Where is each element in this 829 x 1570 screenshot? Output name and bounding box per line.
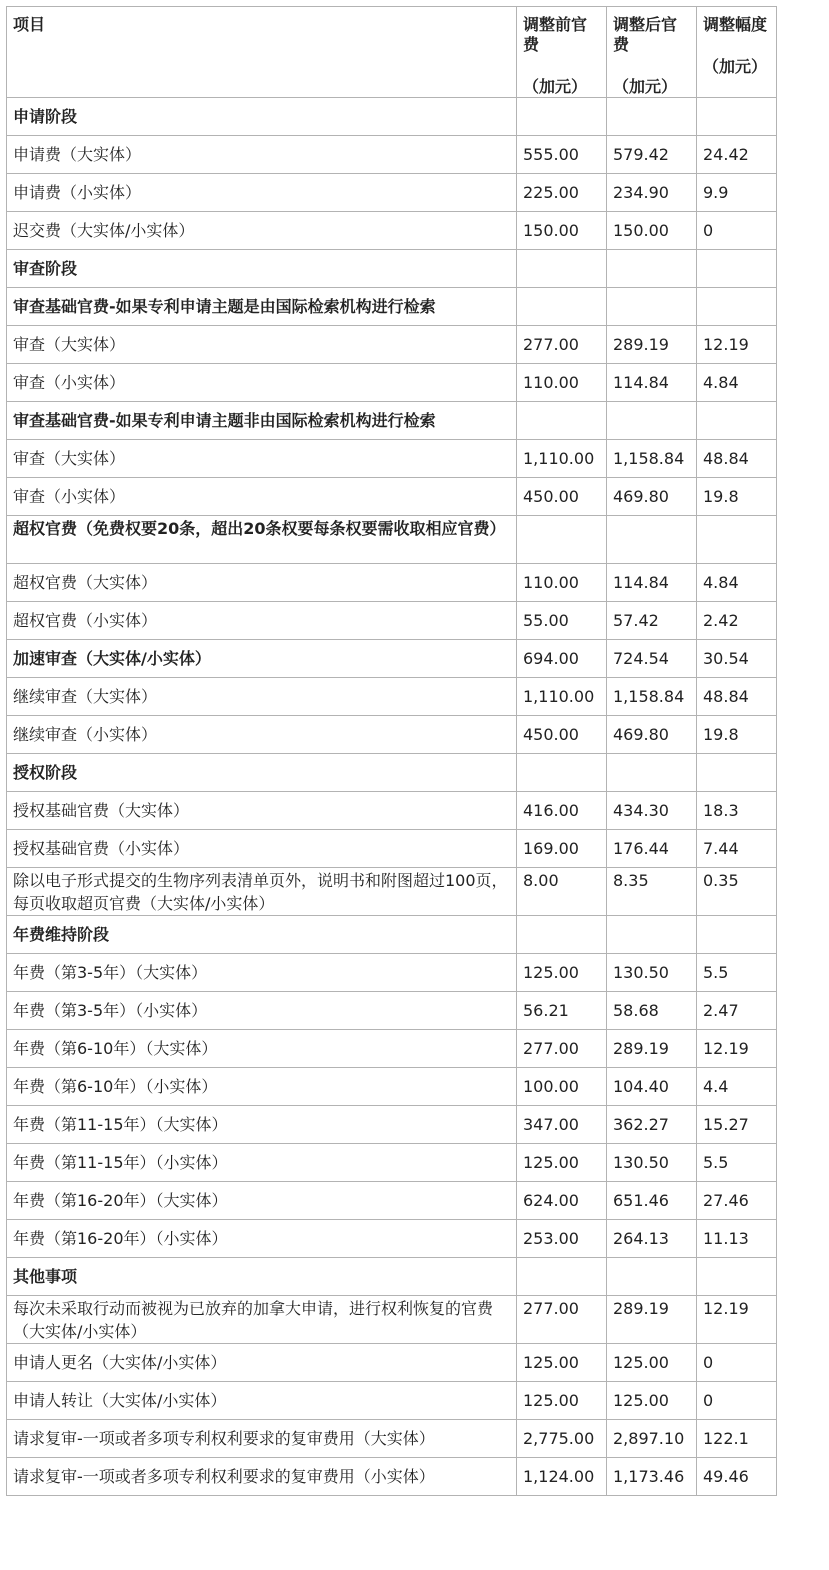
row-label: 继续审查（小实体）	[7, 716, 517, 754]
row-fee-change: 11.13	[697, 1220, 777, 1258]
row-fee-before: 8.00	[517, 868, 607, 916]
section-row	[7, 98, 777, 136]
row-fee-before: 2,775.00	[517, 1420, 607, 1458]
row-fee-change: 4.84	[697, 564, 777, 602]
row-fee-change: 19.8	[697, 478, 777, 516]
row-fee-after: 289.19	[607, 326, 697, 364]
table-row	[7, 1182, 777, 1220]
row-label: 年费（第11-15年）（大实体）	[7, 1106, 517, 1144]
row-label: 年费（第16-20年）（小实体）	[7, 1220, 517, 1258]
row-fee-after	[607, 402, 697, 440]
row-fee-change: 0	[697, 1382, 777, 1420]
row-label: 年费（第3-5年）（大实体）	[7, 954, 517, 992]
row-fee-before: 169.00	[517, 830, 607, 868]
row-label: 申请阶段	[7, 98, 517, 136]
table-header-row	[7, 7, 777, 98]
row-fee-change	[697, 288, 777, 326]
row-label: 其他事项	[7, 1258, 517, 1296]
row-fee-after: 289.19	[607, 1296, 697, 1344]
row-fee-after	[607, 98, 697, 136]
row-fee-change: 27.46	[697, 1182, 777, 1220]
row-fee-after	[607, 250, 697, 288]
table-row	[7, 1220, 777, 1258]
table-row	[7, 1144, 777, 1182]
row-label: 每次未采取行动而被视为已放弃的加拿大申请，进行权利恢复的官费（大实体/小实体）	[7, 1296, 517, 1344]
row-fee-after: 114.84	[607, 364, 697, 402]
row-fee-before: 555.00	[517, 136, 607, 174]
row-fee-after: 469.80	[607, 716, 697, 754]
row-label: 申请人转让（大实体/小实体）	[7, 1382, 517, 1420]
row-label: 超权官费（免费权要20条，超出20条权要每条权要需收取相应官费）	[7, 516, 517, 564]
row-label: 审查（大实体）	[7, 326, 517, 364]
row-label: 申请费（大实体）	[7, 136, 517, 174]
header-change-unit: （加元）	[703, 57, 768, 76]
row-fee-change: 30.54	[697, 640, 777, 678]
row-fee-after	[607, 916, 697, 954]
row-fee-before: 125.00	[517, 1382, 607, 1420]
row-fee-before	[517, 916, 607, 954]
row-fee-before: 1,124.00	[517, 1458, 607, 1496]
header-before: 调整前官费 （加元）	[517, 7, 607, 98]
row-label: 授权基础官费（大实体）	[7, 792, 517, 830]
row-fee-after: 264.13	[607, 1220, 697, 1258]
section-row	[7, 288, 777, 326]
table-row	[7, 478, 777, 516]
row-fee-change: 48.84	[697, 440, 777, 478]
row-fee-before: 110.00	[517, 564, 607, 602]
section-row	[7, 1258, 777, 1296]
row-label: 超权官费（大实体）	[7, 564, 517, 602]
row-label: 审查（大实体）	[7, 440, 517, 478]
row-fee-change: 5.5	[697, 1144, 777, 1182]
row-fee-change: 4.4	[697, 1068, 777, 1106]
table-row	[7, 1420, 777, 1458]
row-fee-before	[517, 402, 607, 440]
row-fee-after: 125.00	[607, 1344, 697, 1382]
row-label: 审查基础官费-如果专利申请主题非由国际检索机构进行检索	[7, 402, 517, 440]
section-row	[7, 402, 777, 440]
row-fee-after: 130.50	[607, 954, 697, 992]
row-fee-after: 130.50	[607, 1144, 697, 1182]
row-fee-change: 18.3	[697, 792, 777, 830]
row-fee-after: 234.90	[607, 174, 697, 212]
row-fee-after: 469.80	[607, 478, 697, 516]
fee-table-container	[6, 6, 777, 1496]
row-fee-before: 694.00	[517, 640, 607, 678]
header-change: 调整幅度 （加元）	[697, 7, 777, 98]
row-fee-before: 125.00	[517, 954, 607, 992]
header-before-unit: （加元）	[523, 77, 588, 96]
row-fee-after: 1,173.46	[607, 1458, 697, 1496]
row-label: 年费（第3-5年）（小实体）	[7, 992, 517, 1030]
row-label: 审查（小实体）	[7, 364, 517, 402]
table-row	[7, 602, 777, 640]
header-after-unit: （加元）	[613, 77, 678, 96]
row-label: 年费（第6-10年）（大实体）	[7, 1030, 517, 1068]
table-row	[7, 992, 777, 1030]
row-fee-after	[607, 1258, 697, 1296]
row-fee-change	[697, 402, 777, 440]
row-fee-before: 277.00	[517, 326, 607, 364]
row-label: 年费（第16-20年）（大实体）	[7, 1182, 517, 1220]
row-fee-change: 5.5	[697, 954, 777, 992]
table-row	[7, 1030, 777, 1068]
row-fee-before: 100.00	[517, 1068, 607, 1106]
row-fee-after: 579.42	[607, 136, 697, 174]
table-row	[7, 830, 777, 868]
section-row	[7, 754, 777, 792]
table-row	[7, 678, 777, 716]
row-label: 授权阶段	[7, 754, 517, 792]
row-fee-change: 15.27	[697, 1106, 777, 1144]
row-fee-before: 55.00	[517, 602, 607, 640]
fee-table-body	[7, 7, 777, 1496]
row-fee-before: 110.00	[517, 364, 607, 402]
row-fee-after: 150.00	[607, 212, 697, 250]
section-row	[7, 250, 777, 288]
table-row	[7, 326, 777, 364]
row-fee-before	[517, 288, 607, 326]
table-row	[7, 1068, 777, 1106]
row-fee-change: 4.84	[697, 364, 777, 402]
row-fee-change: 48.84	[697, 678, 777, 716]
row-fee-change: 9.9	[697, 174, 777, 212]
row-fee-change: 0.35	[697, 868, 777, 916]
table-row	[7, 954, 777, 992]
row-label: 审查基础官费-如果专利申请主题是由国际检索机构进行检索	[7, 288, 517, 326]
row-label: 审查（小实体）	[7, 478, 517, 516]
fee-table	[6, 6, 777, 1496]
row-fee-change: 49.46	[697, 1458, 777, 1496]
row-label: 迟交费（大实体/小实体）	[7, 212, 517, 250]
header-after: 调整后官费 （加元）	[607, 7, 697, 98]
row-fee-after: 125.00	[607, 1382, 697, 1420]
row-fee-change	[697, 916, 777, 954]
row-label: 申请费（小实体）	[7, 174, 517, 212]
row-fee-before: 277.00	[517, 1030, 607, 1068]
row-label: 授权基础官费（小实体）	[7, 830, 517, 868]
row-label: 申请人更名（大实体/小实体）	[7, 1344, 517, 1382]
row-fee-change	[697, 754, 777, 792]
row-fee-before	[517, 98, 607, 136]
row-fee-before: 150.00	[517, 212, 607, 250]
row-fee-before: 450.00	[517, 716, 607, 754]
row-fee-after: 8.35	[607, 868, 697, 916]
row-fee-change: 2.42	[697, 602, 777, 640]
row-fee-after	[607, 516, 697, 564]
row-label: 年费（第11-15年）（小实体）	[7, 1144, 517, 1182]
table-row	[7, 1106, 777, 1144]
row-fee-after: 114.84	[607, 564, 697, 602]
row-fee-change: 19.8	[697, 716, 777, 754]
table-row	[7, 212, 777, 250]
row-fee-before	[517, 516, 607, 564]
row-fee-change	[697, 516, 777, 564]
table-row	[7, 440, 777, 478]
row-fee-before: 225.00	[517, 174, 607, 212]
table-row	[7, 1296, 777, 1344]
row-fee-change: 12.19	[697, 326, 777, 364]
row-fee-after: 58.68	[607, 992, 697, 1030]
table-row	[7, 1344, 777, 1382]
row-fee-change	[697, 1258, 777, 1296]
row-fee-before	[517, 1258, 607, 1296]
row-fee-before: 450.00	[517, 478, 607, 516]
row-fee-before: 624.00	[517, 1182, 607, 1220]
table-row	[7, 792, 777, 830]
row-fee-before	[517, 250, 607, 288]
row-fee-before: 56.21	[517, 992, 607, 1030]
row-label: 加速审查（大实体/小实体）	[7, 640, 517, 678]
table-row	[7, 640, 777, 678]
row-fee-after: 434.30	[607, 792, 697, 830]
row-fee-after: 104.40	[607, 1068, 697, 1106]
row-fee-after: 57.42	[607, 602, 697, 640]
row-fee-before: 416.00	[517, 792, 607, 830]
row-label: 继续审查（大实体）	[7, 678, 517, 716]
section-row	[7, 516, 777, 564]
row-fee-before: 125.00	[517, 1144, 607, 1182]
row-fee-before: 253.00	[517, 1220, 607, 1258]
row-fee-change	[697, 250, 777, 288]
table-row	[7, 564, 777, 602]
row-label: 年费（第6-10年）（小实体）	[7, 1068, 517, 1106]
row-label: 请求复审-一项或者多项专利权利要求的复审费用（小实体）	[7, 1458, 517, 1496]
row-fee-change	[697, 98, 777, 136]
table-row	[7, 1382, 777, 1420]
row-label: 审查阶段	[7, 250, 517, 288]
table-row	[7, 364, 777, 402]
row-fee-change: 12.19	[697, 1030, 777, 1068]
row-fee-change: 0	[697, 1344, 777, 1382]
table-row	[7, 716, 777, 754]
row-fee-after: 1,158.84	[607, 440, 697, 478]
row-fee-after: 362.27	[607, 1106, 697, 1144]
row-fee-after: 2,897.10	[607, 1420, 697, 1458]
table-row	[7, 174, 777, 212]
row-label: 请求复审-一项或者多项专利权利要求的复审费用（大实体）	[7, 1420, 517, 1458]
row-fee-change: 2.47	[697, 992, 777, 1030]
row-fee-change: 0	[697, 212, 777, 250]
table-row	[7, 1458, 777, 1496]
row-fee-change: 122.1	[697, 1420, 777, 1458]
header-item: 项目	[7, 7, 517, 98]
row-label: 年费维持阶段	[7, 916, 517, 954]
row-fee-after: 724.54	[607, 640, 697, 678]
row-fee-before: 277.00	[517, 1296, 607, 1344]
row-fee-before: 125.00	[517, 1344, 607, 1382]
row-fee-after	[607, 754, 697, 792]
row-fee-before: 1,110.00	[517, 678, 607, 716]
row-fee-before: 1,110.00	[517, 440, 607, 478]
row-fee-after: 1,158.84	[607, 678, 697, 716]
table-row	[7, 136, 777, 174]
row-fee-before	[517, 754, 607, 792]
row-fee-after: 289.19	[607, 1030, 697, 1068]
row-fee-after: 651.46	[607, 1182, 697, 1220]
table-row	[7, 868, 777, 916]
row-label: 除以电子形式提交的生物序列表清单页外，说明书和附图超过100页，每页收取超页官费（大实体/小实体）	[7, 868, 517, 916]
section-row	[7, 916, 777, 954]
row-fee-change: 7.44	[697, 830, 777, 868]
row-fee-change: 24.42	[697, 136, 777, 174]
row-fee-change: 12.19	[697, 1296, 777, 1344]
row-fee-before: 347.00	[517, 1106, 607, 1144]
row-fee-after	[607, 288, 697, 326]
row-fee-after: 176.44	[607, 830, 697, 868]
row-label: 超权官费（小实体）	[7, 602, 517, 640]
